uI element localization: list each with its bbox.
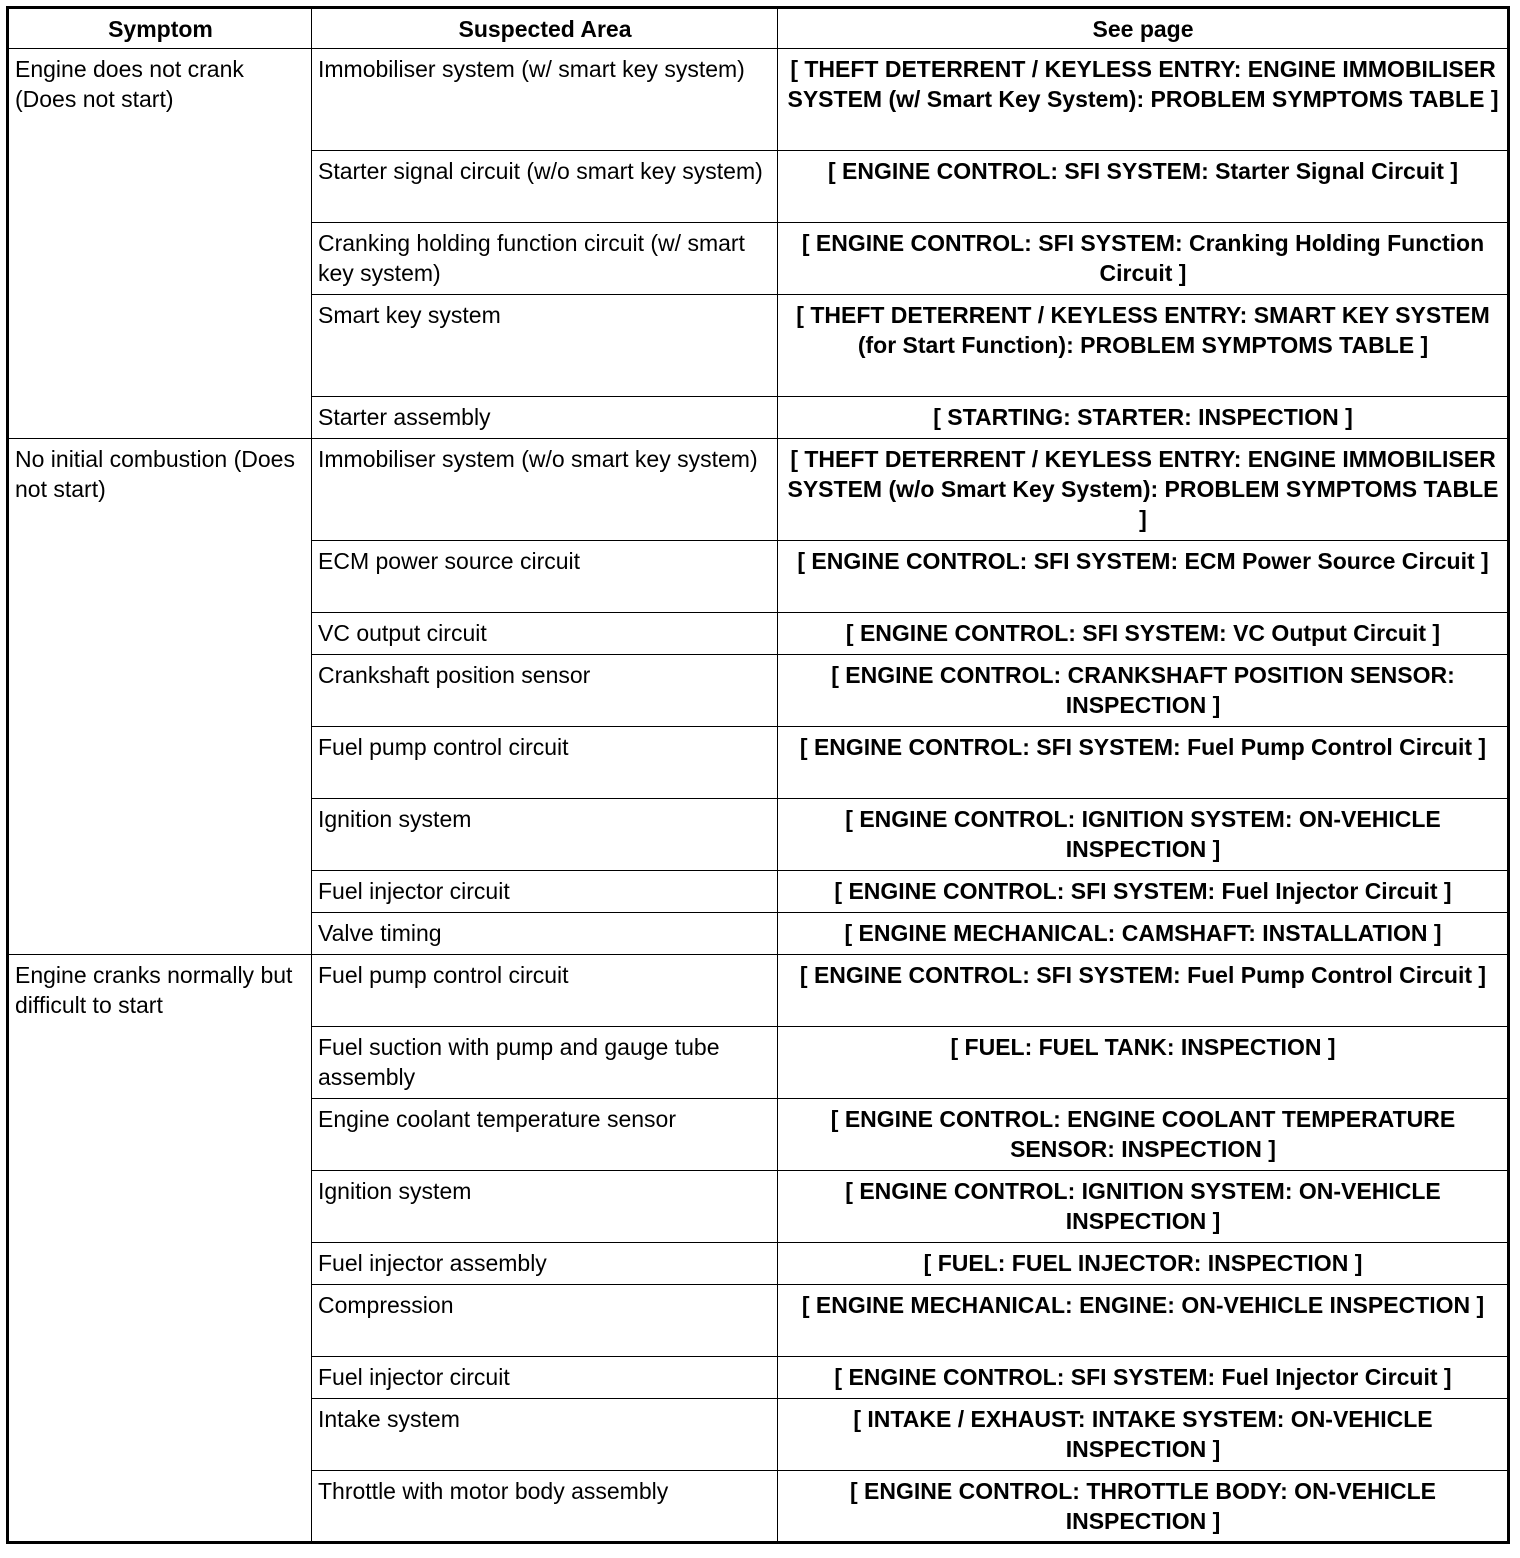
header-symptom: Symptom (8, 8, 312, 49)
suspected-area-cell: Fuel pump control circuit (312, 955, 778, 1027)
suspected-area-cell: Fuel suction with pump and gauge tube assembly (312, 1027, 778, 1099)
see-page-link[interactable]: [ ENGINE CONTROL: SFI SYSTEM: Starter Signal Circuit ] (778, 151, 1509, 223)
suspected-area-cell: VC output circuit (312, 613, 778, 655)
suspected-area-cell: Starter signal circuit (w/o smart key system) (312, 151, 778, 223)
suspected-area-cell: Smart key system (312, 295, 778, 397)
suspected-area-cell: Fuel injector circuit (312, 1357, 778, 1399)
see-page-link[interactable]: [ ENGINE CONTROL: SFI SYSTEM: Fuel Pump Control Circuit ] (778, 727, 1509, 799)
see-page-link[interactable]: [ ENGINE CONTROL: SFI SYSTEM: Fuel Pump Control Circuit ] (778, 955, 1509, 1027)
see-page-link[interactable]: [ THEFT DETERRENT / KEYLESS ENTRY: SMART KEY SYSTEM (for Start Function): PROBLEM SYMPTOMS TABLE ] (778, 295, 1509, 397)
see-page-link[interactable]: [ ENGINE CONTROL: THROTTLE BODY: ON-VEHICLE INSPECTION ] (778, 1471, 1509, 1543)
suspected-area-cell: Starter assembly (312, 397, 778, 439)
symptom-cell: Engine cranks normally but difficult to start (8, 955, 312, 1543)
suspected-area-cell: Compression (312, 1285, 778, 1357)
suspected-area-cell: Fuel injector assembly (312, 1243, 778, 1285)
table-row (8, 49, 1509, 151)
suspected-area-cell: Engine coolant temperature sensor (312, 1099, 778, 1171)
see-page-link[interactable]: [ ENGINE MECHANICAL: CAMSHAFT: INSTALLATION ] (778, 913, 1509, 955)
see-page-link[interactable]: [ ENGINE CONTROL: ENGINE COOLANT TEMPERATURE SENSOR: INSPECTION ] (778, 1099, 1509, 1171)
see-page-link[interactable]: [ ENGINE CONTROL: SFI SYSTEM: Cranking Holding Function Circuit ] (778, 223, 1509, 295)
table-row (8, 955, 1509, 1027)
see-page-link[interactable]: [ THEFT DETERRENT / KEYLESS ENTRY: ENGINE IMMOBILISER SYSTEM (w/o Smart Key System): PROBLEM SYMPTOMS TABLE ] (778, 439, 1509, 541)
suspected-area-cell: Intake system (312, 1399, 778, 1471)
see-page-link[interactable]: [ FUEL: FUEL TANK: INSPECTION ] (778, 1027, 1509, 1099)
see-page-link[interactable]: [ ENGINE CONTROL: CRANKSHAFT POSITION SENSOR: INSPECTION ] (778, 655, 1509, 727)
see-page-link[interactable]: [ ENGINE CONTROL: IGNITION SYSTEM: ON-VEHICLE INSPECTION ] (778, 799, 1509, 871)
see-page-link[interactable]: [ INTAKE / EXHAUST: INTAKE SYSTEM: ON-VEHICLE INSPECTION ] (778, 1399, 1509, 1471)
see-page-link[interactable]: [ FUEL: FUEL INJECTOR: INSPECTION ] (778, 1243, 1509, 1285)
suspected-area-cell: Crankshaft position sensor (312, 655, 778, 727)
suspected-area-cell: Immobiliser system (w/o smart key system) (312, 439, 778, 541)
symptom-cell: No initial combustion (Does not start) (8, 439, 312, 955)
see-page-link[interactable]: [ ENGINE CONTROL: SFI SYSTEM: Fuel Injector Circuit ] (778, 871, 1509, 913)
see-page-link[interactable]: [ ENGINE CONTROL: SFI SYSTEM: VC Output Circuit ] (778, 613, 1509, 655)
see-page-link[interactable]: [ THEFT DETERRENT / KEYLESS ENTRY: ENGINE IMMOBILISER SYSTEM (w/ Smart Key System): PROBLEM SYMPTOMS TABLE ] (778, 49, 1509, 151)
suspected-area-cell: Throttle with motor body assembly (312, 1471, 778, 1543)
header-suspected-area: Suspected Area (312, 8, 778, 49)
suspected-area-cell: ECM power source circuit (312, 541, 778, 613)
problem-symptoms-table (6, 6, 1510, 1544)
header-row (8, 8, 1509, 49)
suspected-area-cell: Valve timing (312, 913, 778, 955)
suspected-area-cell: Immobiliser system (w/ smart key system) (312, 49, 778, 151)
header-see-page: See page (778, 8, 1509, 49)
see-page-link[interactable]: [ ENGINE MECHANICAL: ENGINE: ON-VEHICLE INSPECTION ] (778, 1285, 1509, 1357)
suspected-area-cell: Fuel injector circuit (312, 871, 778, 913)
suspected-area-cell: Fuel pump control circuit (312, 727, 778, 799)
symptom-cell: Engine does not crank (Does not start) (8, 49, 312, 439)
suspected-area-cell: Cranking holding function circuit (w/ smart key system) (312, 223, 778, 295)
see-page-link[interactable]: [ ENGINE CONTROL: SFI SYSTEM: ECM Power Source Circuit ] (778, 541, 1509, 613)
table-row (8, 439, 1509, 541)
see-page-link[interactable]: [ STARTING: STARTER: INSPECTION ] (778, 397, 1509, 439)
see-page-link[interactable]: [ ENGINE CONTROL: IGNITION SYSTEM: ON-VEHICLE INSPECTION ] (778, 1171, 1509, 1243)
suspected-area-cell: Ignition system (312, 1171, 778, 1243)
suspected-area-cell: Ignition system (312, 799, 778, 871)
see-page-link[interactable]: [ ENGINE CONTROL: SFI SYSTEM: Fuel Injector Circuit ] (778, 1357, 1509, 1399)
